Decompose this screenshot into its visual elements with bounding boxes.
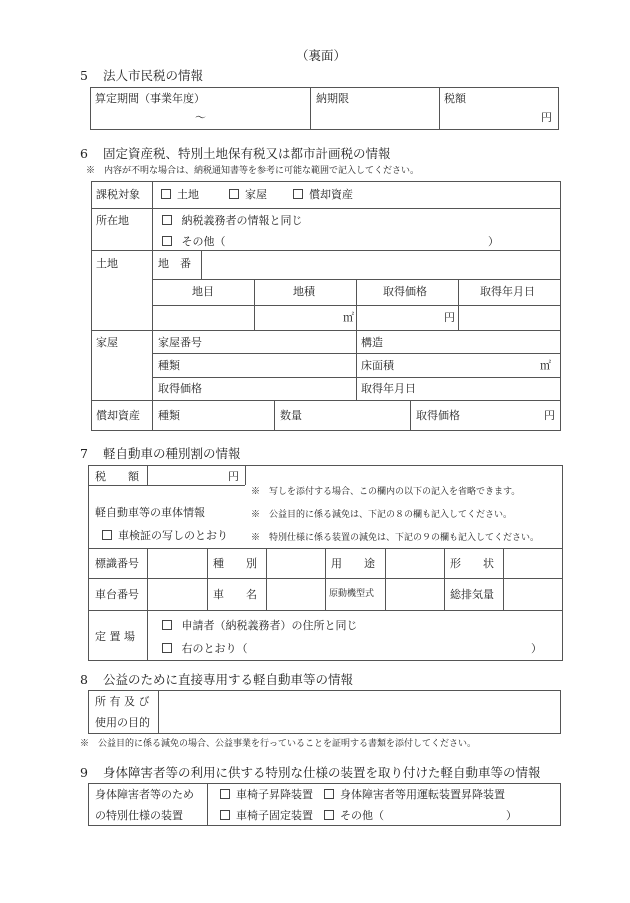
house-price-label: 取得価格 [158, 382, 202, 395]
divider [91, 250, 561, 251]
label: 身体障害者等用運転装置昇降装置 [340, 788, 505, 801]
section-5-number: 5 [80, 68, 88, 83]
checkbox-place-same[interactable] [162, 620, 358, 631]
kind-label: 種類 [158, 359, 180, 372]
label: その他（ [181, 235, 226, 248]
checkbox-place-right[interactable] [162, 643, 248, 654]
divider [325, 548, 326, 610]
divider [158, 690, 159, 734]
checkbox-icon[interactable] [293, 189, 303, 199]
label: 車検証の写しのとおり [118, 529, 228, 542]
label: 納税義務者の情報と同じ [181, 214, 303, 227]
divider [356, 279, 357, 400]
land-label: 土地 [96, 257, 118, 270]
note-1: ※ 写しを添付する場合、この欄内の以下の記入を省略できます。 [251, 487, 521, 497]
section-7-title: 軽自動車の種別割の情報 [103, 446, 241, 461]
checkbox-icon[interactable] [162, 643, 172, 653]
divider [91, 208, 561, 209]
tax-label: 税額 [444, 92, 466, 105]
divider [274, 400, 275, 431]
checkbox-icon[interactable] [162, 215, 172, 225]
lot-number-label: 地 番 [158, 257, 191, 270]
label: 家屋 [245, 188, 267, 201]
yen-unit: 円 [444, 311, 455, 324]
storage-place-label: 定 置 場 [95, 630, 135, 643]
shape-label: 形 状 [450, 557, 494, 570]
section-5-title: 法人市民税の情報 [103, 68, 204, 83]
checkbox-icon[interactable] [162, 236, 172, 246]
displacement-label: 総排気量 [450, 588, 494, 601]
vehicle-tax-label: 税 額 [95, 470, 139, 483]
label: 償却資産 [309, 188, 353, 201]
checkbox-per-certificate[interactable] [102, 530, 228, 541]
divider [201, 250, 202, 279]
paren-close: ） [488, 235, 499, 248]
divider [207, 783, 208, 826]
divider [91, 330, 561, 331]
checkbox-wheelchair-lift[interactable] [220, 789, 313, 800]
divider [266, 548, 267, 610]
section-6-note: ※ 内容が不明な場合は、納税通知書等を参考に可能な範囲で記入してください。 [86, 166, 420, 176]
yen-unit: 円 [541, 111, 552, 124]
paren-close: ） [506, 809, 517, 822]
divider [444, 548, 445, 610]
location-label: 所在地 [96, 214, 129, 227]
category-label: 種 別 [213, 557, 257, 570]
land-area-header: 地積 [293, 285, 315, 298]
device-label-1: 身体障害者等のため [95, 788, 194, 801]
checkbox-icon[interactable] [102, 530, 112, 540]
engine-model-label: 原動機型式 [329, 589, 375, 599]
divider [503, 548, 504, 610]
depr-kind-label: 種類 [158, 409, 180, 422]
paren-close: ） [531, 642, 542, 655]
chassis-number-label: 車台番号 [95, 588, 139, 601]
checkbox-driving-device[interactable] [324, 789, 505, 800]
section-9-title: 身体障害者等の利用に供する特別な仕様の装置を取り付けた軽自動車等の情報 [103, 765, 541, 780]
period-tilde[interactable]: ～ [195, 111, 206, 124]
checkbox-location-same[interactable] [162, 215, 303, 226]
device-label-2: の特別仕様の装置 [95, 809, 183, 822]
acquisition-date-header: 取得年月日 [480, 285, 535, 298]
yen-unit: 円 [544, 409, 555, 422]
sqm-unit: ㎡ [343, 311, 354, 324]
label: 車椅子固定装置 [236, 809, 313, 822]
note-2: ※ 公益目的に係る減免は、下記の８の欄も記入してください。 [251, 510, 513, 520]
usage-label: 用 途 [331, 557, 375, 570]
divider [410, 400, 411, 431]
purpose-label-2: 使用の目的 [95, 716, 150, 729]
section-8-title: 公益のために直接専用する軽自動車等の情報 [103, 672, 354, 687]
house-date-label: 取得年月日 [361, 382, 416, 395]
section-8-note: ※ 公益目的に係る減免の場合、公益事業を行っていることを証明する書類を添付してください。 [80, 739, 477, 749]
divider [458, 279, 459, 330]
checkbox-icon[interactable] [324, 810, 334, 820]
checkbox-location-other[interactable] [162, 236, 226, 247]
checkbox-wheelchair-fixing[interactable] [220, 810, 313, 821]
divider [439, 87, 440, 130]
section-8-number: 8 [80, 672, 88, 687]
divider [385, 548, 386, 610]
checkbox-other[interactable] [324, 810, 384, 821]
label: 土地 [177, 188, 199, 201]
note-3: ※ 特別仕様に係る装置の減免は、下記の９の欄も記入してください。 [251, 533, 540, 543]
divider [310, 87, 311, 130]
checkbox-house[interactable] [229, 189, 267, 200]
due-label[interactable]: 納期限 [316, 92, 349, 105]
structure-label: 構造 [361, 336, 383, 349]
section-6-title: 固定資産税、特別土地保有税又は都市計画税の情報 [103, 146, 391, 161]
divider [88, 610, 563, 611]
house-number-label: 家屋番号 [158, 336, 202, 349]
divider [88, 485, 245, 486]
divider [152, 181, 153, 431]
checkbox-land[interactable] [161, 189, 199, 200]
section-7-number: 7 [80, 446, 88, 461]
floor-area-label: 床面積 [361, 359, 394, 372]
checkbox-icon[interactable] [220, 810, 230, 820]
divider [147, 465, 148, 485]
vehicle-name-label: 車 名 [213, 588, 257, 601]
body-info-label: 軽自動車等の車体情報 [95, 506, 205, 519]
checkbox-icon[interactable] [324, 789, 334, 799]
depr-price-label: 取得価格 [416, 409, 460, 422]
tax-target-label: 課税対象 [96, 188, 140, 201]
house-label: 家屋 [96, 336, 118, 349]
divider [245, 465, 246, 485]
label: その他（ [340, 809, 384, 822]
land-category-header: 地目 [192, 285, 214, 298]
checkbox-icon[interactable] [161, 189, 171, 199]
plate-number-label: 標識番号 [95, 557, 139, 570]
section-9-number: 9 [80, 765, 88, 780]
label: 車椅子昇降装置 [236, 788, 313, 801]
checkbox-icon[interactable] [220, 789, 230, 799]
quantity-label: 数量 [280, 409, 302, 422]
yen-unit: 円 [228, 470, 239, 483]
label: 申請者（納税義務者）の住所と同じ [181, 619, 358, 632]
checkbox-icon[interactable] [162, 620, 172, 630]
depreciable-label: 償却資産 [96, 409, 140, 422]
divider [207, 548, 208, 610]
divider [254, 279, 255, 330]
purpose-label-1: 所 有 及 び [95, 695, 150, 708]
checkbox-depreciable[interactable] [293, 189, 353, 200]
section-6-number: 6 [80, 146, 88, 161]
divider [147, 548, 148, 661]
checkbox-icon[interactable] [229, 189, 239, 199]
acquisition-price-header: 取得価格 [383, 285, 427, 298]
label: 右のとおり（ [181, 642, 248, 655]
period-label: 算定期間（事業年度） [95, 92, 205, 105]
divider [91, 400, 561, 401]
page-title: （裏面） [296, 48, 347, 63]
sqm-unit: ㎡ [540, 359, 551, 372]
